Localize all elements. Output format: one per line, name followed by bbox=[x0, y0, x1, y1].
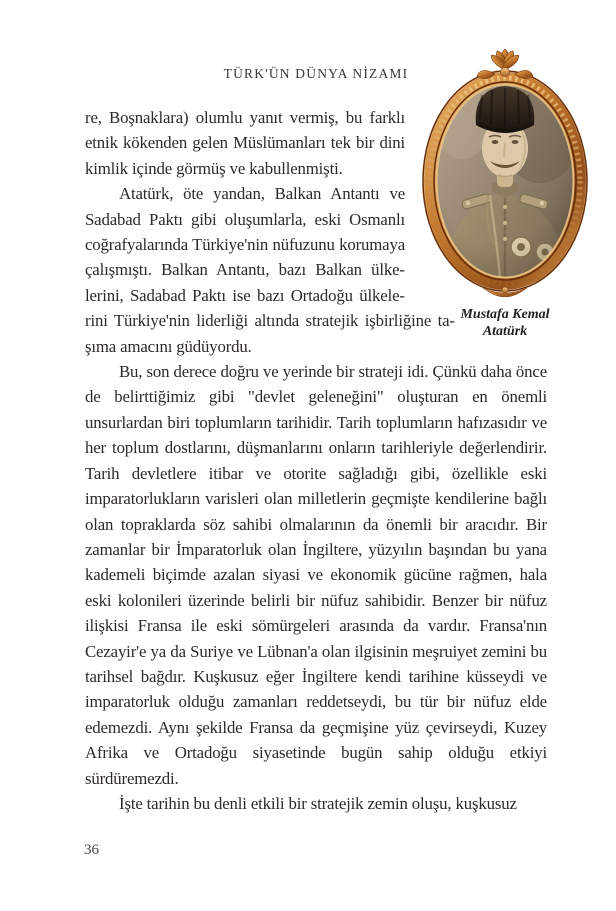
figure-caption-line2: Atatürk bbox=[482, 324, 528, 339]
paragraph-3: Bu, son derece doğru ve yerinde bir strateji idi. Çünkü daha önce de belirttiğimiz gibi "devlet geleneğini" oluşturan en önemli unsurlardan biri toplumların tarihidir. Tarih toplumların hafızasıdır ve her toplum dostlarını, düşmanlarını onların tarihleriyle değerlendirir. Tarih devletlere itibar ve otorite sağladığı gibi, özellikle eski imparatorlukların varisleri olan milletlerin geçmişte kendilerine bağlı olan topraklarda söz sahibi olmalarının da önemli bir aracıdır. Bir zamanlar bir İmparatorluk olan İngiltere, yüzyılın başından bu yana kademeli biçimde azalan siyasi ve ekonomik gücüne rağmen, hala eski kolonileri üzerinde belirli bir nüfuz sahibidir. Benzer bir nüfuz ilişkisi Fransa ile eski sömürgeleri arasında da vardır. Fransa'nın Cezayir'e ya da Suriye ve Lübnan'a olan ilgisinin meşruiyet zemini bu tarihsel bağdır. Kuşkusuz eğer İngiltere kendi tarihine küsseydi ve imparatorluk olduğu zamanları reddetseydi, bu tür bir nüfuz elde edemezdi. Aynı şekilde Fransa da geçmişine yüz çevirseydi, Kuzey Afrika ve Ortadoğu siyasetinde bugün sahip olduğu etkiyi sürdüremezdi. bbox=[85, 362, 547, 788]
figure-caption-line1: Mustafa Kemal bbox=[460, 307, 550, 322]
ataturk-portrait-framed-photo bbox=[418, 45, 592, 297]
portrait-figure bbox=[418, 45, 592, 340]
paragraph-4: İşte tarihin bu denli etkili bir stratejik zemin oluşu, kuşkusuz bbox=[119, 793, 517, 813]
running-header: TÜRK'ÜN DÜNYA NİZAMI bbox=[223, 66, 409, 81]
page-number: 36 bbox=[84, 842, 99, 858]
paragraph-1: re, Boşnaklara) olumlu yanıt vermiş, bu farklı etnik kökenden gelen Müslümanları tek bir dini kimlik içinde görmüş ve kabullenmişti. bbox=[85, 108, 405, 178]
paragraph-2: Atatürk, öte yandan, Balkan Antantı ve Sadabad Paktı gibi oluşumlarla, eski Osmanlı coğrafyalarında Türkiye'nin nüfuzunu korumaya çalışmıştı. Balkan Antantı, bazı Balkan ülkelerini, Sadabad Paktı ise bazı Ortadoğu ülkelerini Türkiye'nin liderliği altında stratejik işbirliğine taşıma amacını güdüyordu. bbox=[85, 184, 455, 356]
figure-caption bbox=[418, 306, 592, 340]
